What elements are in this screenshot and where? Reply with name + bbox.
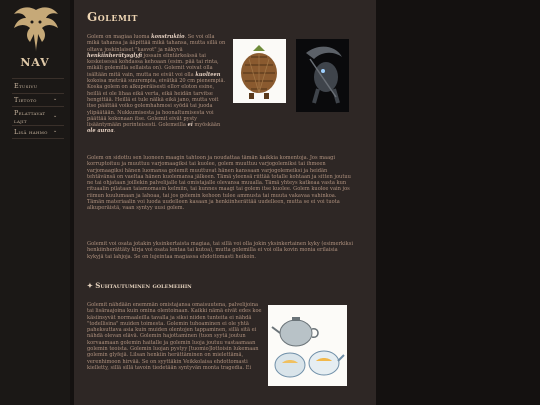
nav-item-etusivu[interactable]: Etusivu [14, 82, 38, 90]
pinecone-golem-image[interactable] [233, 39, 286, 103]
chevron-down-icon[interactable]: ⌄ [53, 113, 58, 119]
chevron-down-icon[interactable]: ⌄ [53, 128, 58, 134]
section-heading: ✦ Suhtautuminen golemeihin [87, 281, 192, 290]
scythe-golem-image[interactable] [296, 39, 349, 112]
nav-divider [12, 78, 64, 79]
nav-item-lisa-hahmo[interactable]: Lisä hahmo [14, 128, 48, 136]
paragraph-abilities: Golemit voi osata jotakin yksinkertaista magiaa, tai sillä voi olla jokin yksinkertainen kyky (esimerkiksi henkiinherättäty kirja voi osata lentaa tai kutoa), mutta golemilla ei voi olla kovin monia erilaisia kykyjä tai lahjoja. Se on lujeintaa magiassa ehdottomasti heikoin. [87, 241, 353, 260]
sidebar [0, 0, 70, 405]
intro-paragraph: Golem on magiaa luoma konstruktio. Se voi olla mikä tahansa ja ääpittää mikä tahansa, mutta sillä on oltava joskinlaiset "kasvot" ja näkyvä henkiinherätysglyfi jossain elintärkeässä tai keskeisessä kohdassa kehoaan (esim. pää tai rinta, mikäli golemilla sellaista on). Golemit voivat olla isältään mitä vain, mutta ne eivät voi olla kuolteen kokoisa meträä suurempia, eivätkä 20 cm pienempiä. Koska golem on alkuperäisesti elloт eloton esine, heillä ei ole lihaa eikä verta, eikä heidän tarvitse hengittää. Heillä ei tule nälkä eikä jano, mutta voit itse päättää voiko golemhahmosi syödä tai juoda ylipäätään. Nukkumisesta ja hoonaltumisesta voi päättää kokonaan itse. Golemit eivät pysty lisääntymään perinteisesti. Golemeilla ei myöskään ole auraa. [87, 34, 226, 135]
teapot-golems-image[interactable] [268, 305, 347, 386]
page-title: Golemit [87, 10, 138, 24]
nav-divider [12, 106, 64, 107]
chevron-down-icon[interactable]: ⌄ [53, 96, 58, 102]
nav-divider [12, 125, 64, 126]
nav-item-tietoto[interactable]: Tietoto [14, 96, 37, 104]
dragon-logo-icon[interactable] [10, 4, 62, 64]
nav-divider [12, 93, 64, 94]
paragraph-attitudes: Golemit nähdään enemmän omistajansa omaisuutena, palvelijoina tai lisäraajoina kuin omina olentoinaan. Kaikki nämä eivät edes koe käsiinsyvät normaaleilla tavalla ja siksi niiden tunteita ei nähdä "todellisina" muiden toimesta. Golemin tuhoaminen ei ole yhtä paheksuttava asia kuin muiden olentojen tappaminen, sillä sitä ei nähdä olevan elävä. Golemin hajottaminen (tuon syytä joutun korvaamaan golemin haitalle ja golemin luoja joutuu vastaamaan golemin teoista. Golemin luojan pystyy [tuomio]lottoisin lukemaan golemin glyfejä. Lilsan henkiin herättäminen on mielettämä, verenhimoon hirvää. Se on syyttäkin Veikkolaisa ehdottomasti kielletty, sillä sillä tavoin tiedetään syntyvän monta tragedia. Ei [87, 302, 262, 371]
paragraph-binding: Golem on sidottu sen luoneen maagin tahtoon ja noudattaa tämän kaikkia komentoja. Jos maagi korruptoituu ja muuttuu varjomaagiksi tai kuolee, golem muuttuu varjogolemiksi tai ihmeen varjomaagiksi hänen luomansa golemit muuttuvat hänen kanssaan varjogolemeiksi ja heidän tehtävänsä on vaeltaa hänen kuolemansa jälkeen. Tämä yleensä riittää totalle kohtaan ja sitten joutuu ne tai ohjataan joillekin palvelijalle tai omistajalle olevansa muualla. Tämä yhteys katkeaa vasta kun rituaalin pilataan taiamomasin kelmiin, tai kunnes maagi tai golem itse kuolee. Golem kuolee vain jos riimun kuulumaan ja lahoaa, tai jos golemin kehoon tulee ammusta tai muuta vakavaa vahinkoa. Tämän materiaalin voi luoda uudelleen kasaan ja henkiinherättää uudelleen, mutta se ei voi tuota alkuperäistä, vaan syntyy uusi golem. [87, 155, 351, 212]
nav-item-pelattavat-lajit[interactable]: Pelattavat lajit [14, 109, 46, 125]
logo-text[interactable]: NAV [20, 56, 50, 69]
right-margin [376, 0, 540, 405]
nav-divider [12, 138, 64, 139]
